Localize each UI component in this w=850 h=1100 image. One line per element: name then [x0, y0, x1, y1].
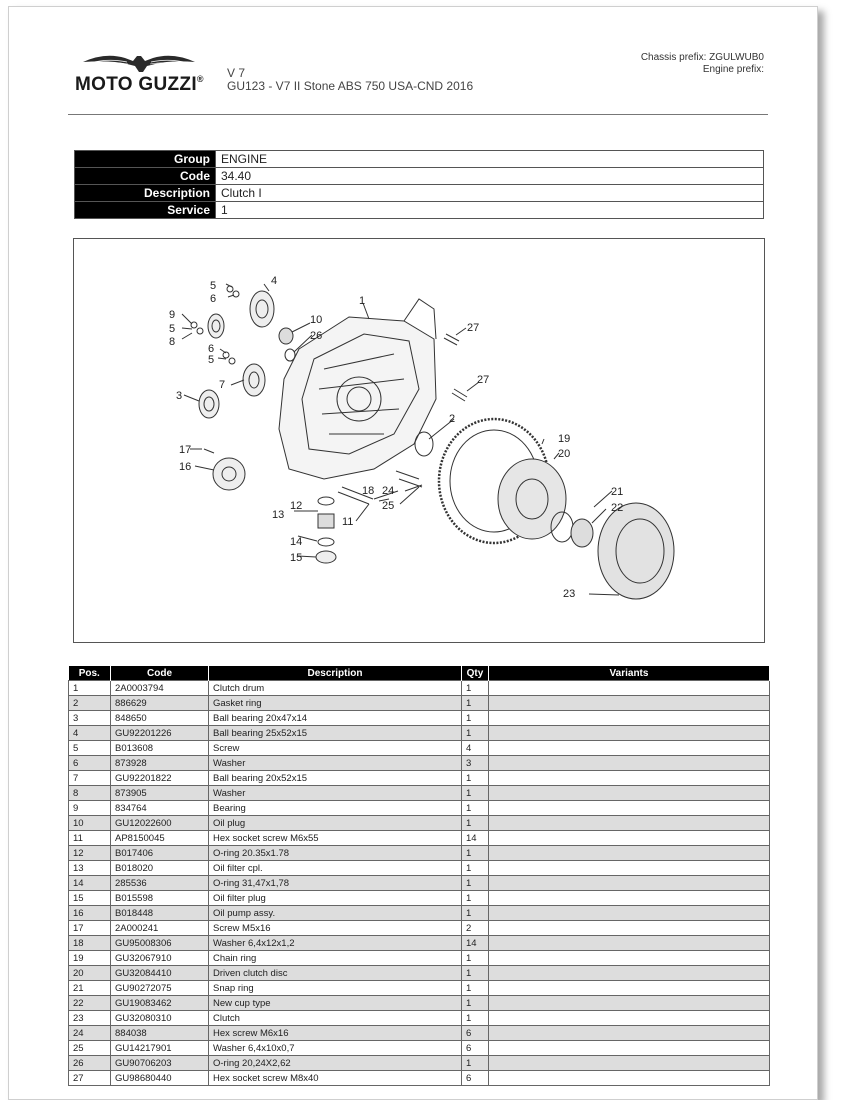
part-variants — [489, 771, 770, 786]
part-code: GU92201226 — [111, 726, 209, 741]
part-qty: 1 — [462, 996, 489, 1011]
part-description: Washer 6,4x12x1,2 — [209, 936, 462, 951]
chassis-prefix: Chassis prefix: ZGULWUB0 — [640, 52, 764, 63]
part-variants — [489, 891, 770, 906]
info-row-service — [75, 202, 764, 219]
part-variants — [489, 1071, 770, 1086]
part-code: GU95008306 — [111, 936, 209, 951]
brand-name: MOTO GUZZI — [75, 74, 197, 95]
col-header-code: Code — [111, 666, 209, 681]
part-pos: 13 — [69, 861, 111, 876]
table-row — [69, 951, 770, 966]
part-variants — [489, 786, 770, 801]
callout-8: 8 — [169, 336, 176, 348]
part-variants — [489, 681, 770, 696]
callout-27: 27 — [477, 374, 490, 386]
part-code: GU12022600 — [111, 816, 209, 831]
table-row — [69, 996, 770, 1011]
table-row — [69, 741, 770, 756]
part-pos: 26 — [69, 1056, 111, 1071]
callout-6: 6 — [210, 293, 217, 305]
part-pos: 19 — [69, 951, 111, 966]
info-row-description — [75, 185, 764, 202]
part-code: GU19083462 — [111, 996, 209, 1011]
table-row — [69, 1041, 770, 1056]
part-qty: 1 — [462, 846, 489, 861]
part-description: Clutch drum — [209, 681, 462, 696]
table-row — [69, 1056, 770, 1071]
eagle-icon — [75, 52, 215, 76]
part-code: B017406 — [111, 846, 209, 861]
parts-table — [68, 666, 770, 1086]
callout-16: 16 — [179, 461, 192, 473]
info-row-group — [75, 151, 764, 168]
info-value: 1 — [216, 202, 764, 219]
callout-12: 12 — [290, 500, 303, 512]
part-description: Screw — [209, 741, 462, 756]
part-pos: 7 — [69, 771, 111, 786]
table-row — [69, 816, 770, 831]
callout-18: 18 — [362, 485, 375, 497]
part-description: O-ring 20.35x1.78 — [209, 846, 462, 861]
part-variants — [489, 711, 770, 726]
part-pos: 3 — [69, 711, 111, 726]
part-description: Hex screw M6x16 — [209, 1026, 462, 1041]
callout-3: 3 — [176, 390, 183, 402]
part-code: B015598 — [111, 891, 209, 906]
part-code: GU32080310 — [111, 1011, 209, 1026]
part-description: O-ring 20,24X2,62 — [209, 1056, 462, 1071]
callout-15: 15 — [290, 552, 303, 564]
callout-1: 1 — [359, 295, 366, 307]
part-qty: 14 — [462, 936, 489, 951]
model-name: V 7 — [227, 66, 246, 80]
part-code: GU92201822 — [111, 771, 209, 786]
part-code: 2A000241 — [111, 921, 209, 936]
clutch-exploded-view — [74, 239, 764, 642]
callout-24: 24 — [382, 485, 395, 497]
part-qty: 2 — [462, 921, 489, 936]
part-qty: 1 — [462, 801, 489, 816]
table-row — [69, 1071, 770, 1086]
callout-10: 10 — [310, 314, 323, 326]
table-row — [69, 786, 770, 801]
part-code: GU98680440 — [111, 1071, 209, 1086]
part-pos: 9 — [69, 801, 111, 816]
part-code: GU32067910 — [111, 951, 209, 966]
col-header-description: Description — [209, 666, 462, 681]
part-description: Oil filter cpl. — [209, 861, 462, 876]
part-pos: 8 — [69, 786, 111, 801]
part-pos: 16 — [69, 906, 111, 921]
part-pos: 10 — [69, 816, 111, 831]
table-row — [69, 696, 770, 711]
part-pos: 12 — [69, 846, 111, 861]
part-code: 2A0003794 — [111, 681, 209, 696]
callout-4: 4 — [271, 275, 278, 287]
part-pos: 1 — [69, 681, 111, 696]
part-pos: 17 — [69, 921, 111, 936]
table-row — [69, 831, 770, 846]
part-qty: 6 — [462, 1041, 489, 1056]
part-code: GU90706203 — [111, 1056, 209, 1071]
part-variants — [489, 846, 770, 861]
part-variants — [489, 921, 770, 936]
part-variants — [489, 726, 770, 741]
table-row — [69, 846, 770, 861]
table-row — [69, 681, 770, 696]
part-description: Bearing — [209, 801, 462, 816]
part-code: 873905 — [111, 786, 209, 801]
part-qty: 1 — [462, 726, 489, 741]
table-row — [69, 891, 770, 906]
part-pos: 5 — [69, 741, 111, 756]
part-qty: 1 — [462, 861, 489, 876]
part-description: Oil plug — [209, 816, 462, 831]
part-qty: 14 — [462, 831, 489, 846]
part-qty: 1 — [462, 876, 489, 891]
part-description: New cup type — [209, 996, 462, 1011]
part-qty: 1 — [462, 906, 489, 921]
part-variants — [489, 741, 770, 756]
part-pos: 22 — [69, 996, 111, 1011]
part-qty: 1 — [462, 786, 489, 801]
part-pos: 14 — [69, 876, 111, 891]
part-pos: 6 — [69, 756, 111, 771]
part-code: 884038 — [111, 1026, 209, 1041]
callout-9: 9 — [169, 309, 176, 321]
part-variants — [489, 861, 770, 876]
part-qty: 1 — [462, 771, 489, 786]
part-description: Snap ring — [209, 981, 462, 996]
part-code: GU14217901 — [111, 1041, 209, 1056]
table-row — [69, 801, 770, 816]
part-code: 848650 — [111, 711, 209, 726]
part-pos: 24 — [69, 1026, 111, 1041]
part-description: O-ring 31,47x1,78 — [209, 876, 462, 891]
info-value: Clutch I — [216, 185, 764, 202]
part-variants — [489, 1026, 770, 1041]
part-variants — [489, 1056, 770, 1071]
part-variants — [489, 876, 770, 891]
callout-6: 6 — [208, 343, 215, 355]
part-pos: 25 — [69, 1041, 111, 1056]
part-description: Washer — [209, 786, 462, 801]
part-qty: 1 — [462, 1056, 489, 1071]
info-table — [74, 150, 764, 219]
part-code: GU90272075 — [111, 981, 209, 996]
part-variants — [489, 1041, 770, 1056]
part-variants — [489, 996, 770, 1011]
part-variants — [489, 816, 770, 831]
callout-20: 20 — [558, 448, 571, 460]
table-row — [69, 861, 770, 876]
info-key: Service — [75, 202, 216, 219]
part-variants — [489, 966, 770, 981]
part-qty: 6 — [462, 1071, 489, 1086]
part-description: Chain ring — [209, 951, 462, 966]
part-qty: 3 — [462, 756, 489, 771]
part-qty: 1 — [462, 1011, 489, 1026]
part-qty: 1 — [462, 696, 489, 711]
info-key: Code — [75, 168, 216, 185]
part-description: Washer 6,4x10x0,7 — [209, 1041, 462, 1056]
part-qty: 1 — [462, 966, 489, 981]
part-variants — [489, 696, 770, 711]
part-description: Gasket ring — [209, 696, 462, 711]
part-variants — [489, 981, 770, 996]
part-description: Oil filter plug — [209, 891, 462, 906]
callout-22: 22 — [611, 502, 624, 514]
callout-26: 26 — [310, 330, 323, 342]
part-description: Oil pump assy. — [209, 906, 462, 921]
part-pos: 23 — [69, 1011, 111, 1026]
part-code: 834764 — [111, 801, 209, 816]
part-pos: 4 — [69, 726, 111, 741]
part-description: Screw M5x16 — [209, 921, 462, 936]
part-pos: 20 — [69, 966, 111, 981]
callout-23: 23 — [563, 588, 576, 600]
part-description: Driven clutch disc — [209, 966, 462, 981]
brand-logo — [75, 52, 215, 96]
table-row — [69, 711, 770, 726]
table-row — [69, 1011, 770, 1026]
part-code: B018020 — [111, 861, 209, 876]
part-qty: 1 — [462, 816, 489, 831]
part-variants — [489, 951, 770, 966]
model-full-name: GU123 - V7 II Stone ABS 750 USA-CND 2016 — [227, 79, 474, 93]
part-description: Clutch — [209, 1011, 462, 1026]
part-code: B013608 — [111, 741, 209, 756]
table-row — [69, 771, 770, 786]
part-pos: 27 — [69, 1071, 111, 1086]
table-row — [69, 756, 770, 771]
info-value: 34.40 — [216, 168, 764, 185]
callout-25: 25 — [382, 500, 395, 512]
part-variants — [489, 831, 770, 846]
part-code: AP8150045 — [111, 831, 209, 846]
callout-13: 13 — [272, 509, 285, 521]
callout-5: 5 — [169, 323, 176, 335]
table-row — [69, 1026, 770, 1041]
part-variants — [489, 1011, 770, 1026]
part-description: Ball bearing 20x47x14 — [209, 711, 462, 726]
callout-19: 19 — [558, 433, 571, 445]
engine-prefix: Engine prefix: — [702, 64, 764, 75]
table-row — [69, 906, 770, 921]
part-qty: 4 — [462, 741, 489, 756]
part-description: Ball bearing 20x52x15 — [209, 771, 462, 786]
info-value: ENGINE — [216, 151, 764, 168]
callout-2: 2 — [449, 413, 456, 425]
part-code: 873928 — [111, 756, 209, 771]
part-qty: 1 — [462, 681, 489, 696]
part-pos: 21 — [69, 981, 111, 996]
part-code: B018448 — [111, 906, 209, 921]
col-header-variants: Variants — [489, 666, 770, 681]
part-variants — [489, 906, 770, 921]
header-divider — [68, 114, 768, 115]
part-qty: 1 — [462, 981, 489, 996]
callout-27: 27 — [467, 322, 480, 334]
part-variants — [489, 936, 770, 951]
exploded-diagram — [73, 238, 765, 643]
part-qty: 6 — [462, 1026, 489, 1041]
callout-21: 21 — [611, 486, 624, 498]
callout-17: 17 — [179, 444, 192, 456]
info-row-code — [75, 168, 764, 185]
callout-5: 5 — [208, 354, 215, 366]
part-code: 285536 — [111, 876, 209, 891]
part-description: Hex socket screw M8x40 — [209, 1071, 462, 1086]
callout-7: 7 — [219, 379, 226, 391]
table-row — [69, 921, 770, 936]
info-key: Group — [75, 151, 216, 168]
callout-11: 11 — [342, 516, 354, 528]
col-header-qty: Qty — [462, 666, 489, 681]
info-key: Description — [75, 185, 216, 202]
table-row — [69, 726, 770, 741]
part-description: Ball bearing 25x52x15 — [209, 726, 462, 741]
part-qty: 1 — [462, 891, 489, 906]
table-row — [69, 966, 770, 981]
part-variants — [489, 756, 770, 771]
table-row — [69, 981, 770, 996]
part-variants — [489, 801, 770, 816]
table-row — [69, 936, 770, 951]
part-code: GU32084410 — [111, 966, 209, 981]
callout-5: 5 — [210, 280, 217, 292]
registered-mark: ® — [196, 74, 204, 84]
part-description: Hex socket screw M6x55 — [209, 831, 462, 846]
col-header-pos: Pos. — [69, 666, 111, 681]
part-code: 886629 — [111, 696, 209, 711]
parts-header-row — [69, 666, 770, 681]
part-pos: 15 — [69, 891, 111, 906]
part-pos: 11 — [69, 831, 111, 846]
part-pos: 2 — [69, 696, 111, 711]
part-pos: 18 — [69, 936, 111, 951]
table-row — [69, 876, 770, 891]
part-description: Washer — [209, 756, 462, 771]
callout-14: 14 — [290, 536, 303, 548]
part-qty: 1 — [462, 951, 489, 966]
part-qty: 1 — [462, 711, 489, 726]
